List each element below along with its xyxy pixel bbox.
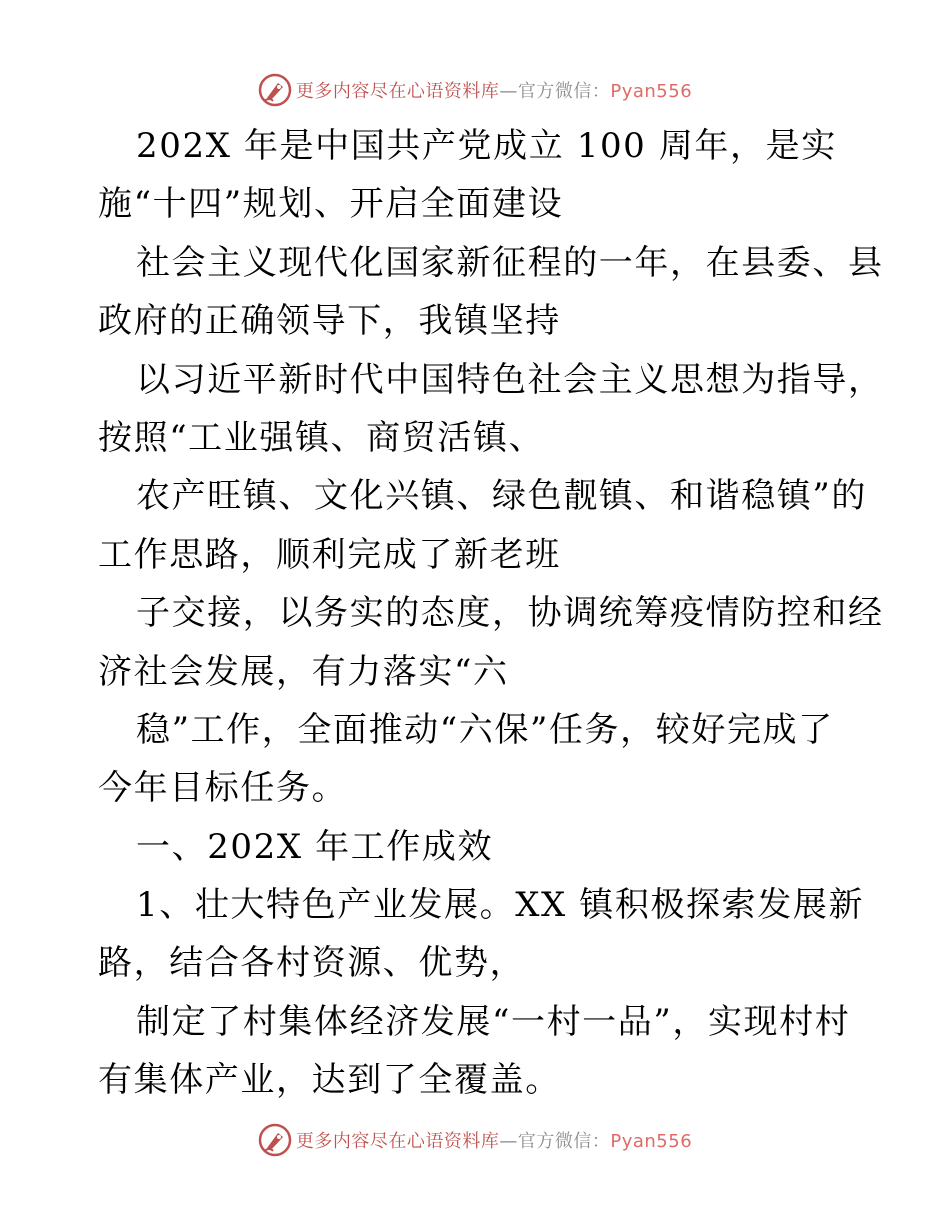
body-line: 社会主义现代化国家新征程的一年，在县委、县 <box>136 242 884 283</box>
watermark-brand: 更多内容尽在心语资料库 <box>295 1131 500 1152</box>
pen-nib-logo-icon <box>258 1123 292 1157</box>
watermark-brand: 更多内容尽在心语资料库 <box>295 81 500 102</box>
body-line: 政府的正确领导下，我镇坚持 <box>98 301 561 342</box>
watermark-suffix: 官方微信： <box>517 1131 611 1152</box>
watermark-text <box>296 1127 692 1153</box>
watermark-banner <box>258 73 692 107</box>
watermark-wechat-id: Pyan556 <box>610 81 693 102</box>
body-line: 今年目标任务。 <box>98 768 348 809</box>
body-line: 有集体产业，达到了全覆盖。 <box>98 1060 561 1101</box>
watermark-separator: — <box>499 1131 518 1152</box>
body-line: 施“十四”规划、开启全面建设 <box>98 184 564 225</box>
pen-nib-logo-icon <box>258 73 292 107</box>
body-line: 稳”工作，全面推动“六保”任务，较好完成了 <box>136 709 834 750</box>
body-line: 工作思路，顺利完成了新老班 <box>98 534 561 575</box>
watermark-text <box>296 77 692 103</box>
body-line: 路，结合各村资源、优势， <box>98 943 526 984</box>
body-line: 按照“工业强镇、商贸活镇、 <box>98 417 545 458</box>
watermark-banner <box>258 1123 692 1157</box>
document-body <box>98 117 884 1110</box>
body-line: 农产旺镇、文化兴镇、绿色靓镇、和谐稳镇”的 <box>136 476 867 517</box>
footer-watermark <box>0 1120 950 1160</box>
watermark-separator: — <box>499 81 518 102</box>
body-line: 202X 年是中国共产党成立 100 周年，是实 <box>136 126 837 166</box>
header-watermark <box>0 70 950 110</box>
body-line: 济社会发展，有力落实“六 <box>98 651 509 692</box>
body-line: 制定了村集体经济发展“一村一品”，实现村村 <box>136 1001 851 1042</box>
body-line: 1、壮大特色产业发展。XX 镇积极探索发展新 <box>136 885 865 926</box>
watermark-wechat-id: Pyan556 <box>610 1131 693 1152</box>
watermark-suffix: 官方微信： <box>517 81 611 102</box>
section-heading: 一、202X 年工作成效 <box>136 826 494 867</box>
body-line: 子交接，以务实的态度，协调统筹疫情防控和经 <box>136 593 884 634</box>
body-line: 以习近平新时代中国特色社会主义思想为指导， <box>136 359 884 400</box>
